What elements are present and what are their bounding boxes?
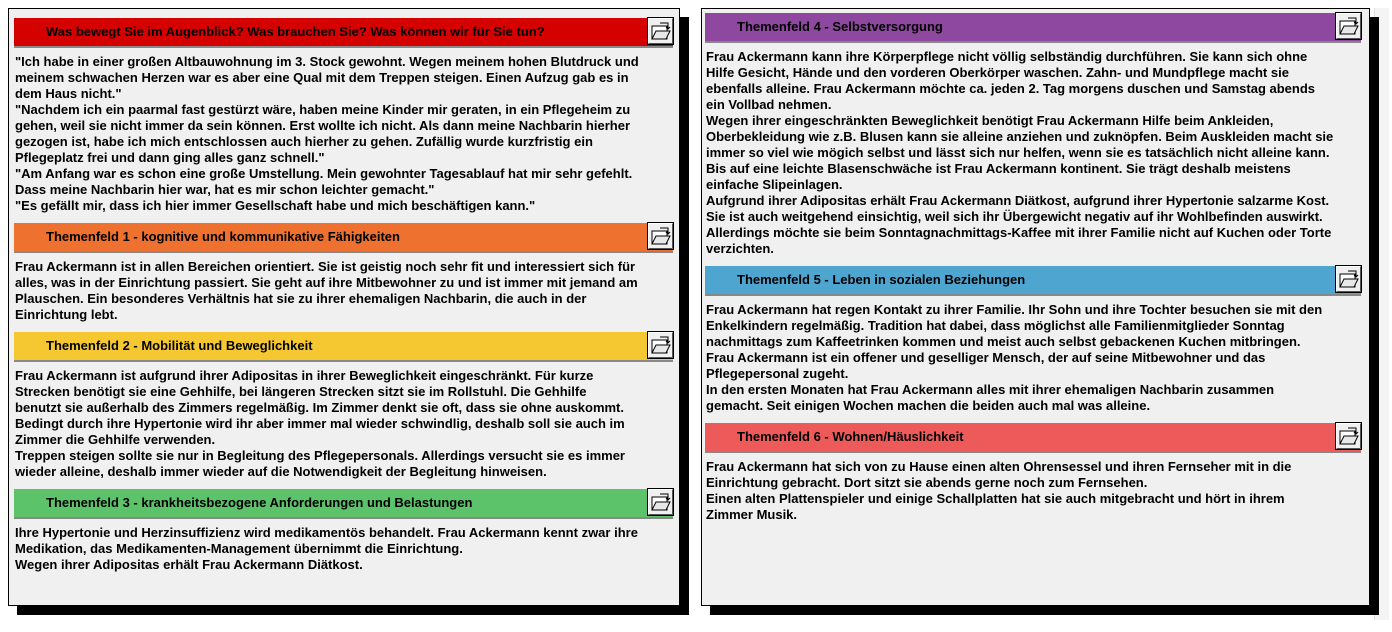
text-line: In den ersten Monaten hat Frau Ackermann alles mit ihrer ehemaligen Nachbarin zusammen <box>706 382 1275 397</box>
text-line: Plauschen. Ein besonderes Verhältnis hat sie zu ihrer ehemaligen Nachbarin, die auch in der <box>15 291 587 306</box>
open-folder-button[interactable] <box>648 223 673 249</box>
section-header-wishes <box>14 18 673 48</box>
section-header-themenfeld-3 <box>14 489 673 519</box>
text-line: Hilfe Gesicht, Hände und den vorderen Oberkörper waschen. Zahn- und Mundpflege macht sie <box>706 65 1289 80</box>
vertical-scrollbar[interactable] <box>1374 8 1389 620</box>
text-line: verzichten. <box>706 241 774 256</box>
open-folder-icon <box>651 493 671 512</box>
section-body-wishes <box>15 54 675 214</box>
section-body-themenfeld-5 <box>706 302 1366 414</box>
right-page <box>701 8 1370 606</box>
text-line: Einrichtung gebracht. Dort sitzt sie abends gerne noch zum Fernsehen. <box>706 475 1148 490</box>
section-body-themenfeld-3 <box>15 525 675 573</box>
text-line: Pflegeplatz frei und dann ging alles ganz schnell." <box>15 150 325 165</box>
text-line: "Am Anfang war es schon eine große Umstellung. Mein gewohnter Tagesablauf hat mir sehr gefehlt. <box>15 166 633 181</box>
text-line: Oberbekleidung wie z.B. Blusen kann sie alleine anziehen und zuknöpfen. Beim Auskleiden macht sie <box>706 129 1334 144</box>
section-title: Themenfeld 5 - Leben in sozialen Beziehungen <box>737 272 1026 287</box>
text-line: Bedingt durch ihre Hypertonie wird ihr aber immer mal wieder schwindlig, deshalb soll sie auch im <box>15 416 625 431</box>
section-header-themenfeld-2 <box>14 332 673 362</box>
text-line: einfache Slipeinlagen. <box>706 177 843 192</box>
open-folder-icon <box>1339 17 1359 36</box>
text-line: Enkelkindern regelmäßig. Tradition hat dabei, dass möglichst alle Familienmitglieder Sonntag <box>706 318 1285 333</box>
text-line: Treppen steigen sollte sie nur in Begleitung des Pflegepersonals. Allerdings versucht sie es immer <box>15 448 625 463</box>
text-line: Pflegepersonal zugeht. <box>706 366 849 381</box>
open-folder-icon <box>651 227 671 246</box>
open-folder-button[interactable] <box>648 18 673 44</box>
text-line: Wegen ihrer eingeschränkten Beweglichkeit benötigt Frau Ackermann Hilfe beim Ankleiden, <box>706 113 1274 128</box>
open-folder-icon <box>1339 270 1359 289</box>
section-body-themenfeld-4 <box>706 49 1366 257</box>
text-line: Ihre Hypertonie und Herzinsuffizienz wird medikamentös behandelt. Frau Ackermann kennt zwar ihre <box>15 525 638 540</box>
text-line: meinem schwachen Herzen war es aber eine Qual mit dem Treppen steigen. Einen Aufzug gab es in <box>15 70 629 85</box>
section-header-themenfeld-5 <box>705 266 1361 296</box>
text-line: ein Vollbad nehmen. <box>706 97 832 112</box>
section-body-themenfeld-6 <box>706 459 1366 523</box>
open-folder-button[interactable] <box>1336 423 1361 449</box>
text-line: gehen, weil sie nicht immer da sein können. Erst wollte ich nicht. Als dann meine Nachbarin hierher <box>15 118 630 133</box>
text-line: "Ich habe in einer großen Altbauwohnung im 3. Stock gewohnt. Wegen meinem hohen Blutdruck und <box>15 54 639 69</box>
open-folder-button[interactable] <box>1336 266 1361 292</box>
text-line: Zimmer die Gehhilfe verwenden. <box>15 432 216 447</box>
section-header-themenfeld-4 <box>705 13 1361 43</box>
text-line: "Nachdem ich ein paarmal fast gestürzt wäre, haben meine Kinder mir geraten, in ein Pflegeheim zu <box>15 102 631 117</box>
text-line: Frau Ackermann hat regen Kontakt zu ihrer Familie. Ihr Sohn und ihre Tochter besuchen sie mit den <box>706 302 1323 317</box>
open-folder-icon <box>1339 427 1359 446</box>
text-line: Dass meine Nachbarin hier war, hat es mir schon leichter gemacht." <box>15 182 435 197</box>
section-title: Themenfeld 1 - kognitive und kommunikative Fähigkeiten <box>46 229 400 244</box>
text-line: ebenfalls alleine. Frau Ackermann möchte ca. jeden 2. Tag morgens duschen und Samstag abends <box>706 81 1316 96</box>
text-line: gezogen ist, habe ich mich entschlossen auch hierher zu gehen. Zufällig wurde kurzfristig ein <box>15 134 593 149</box>
open-folder-button[interactable] <box>1336 13 1361 39</box>
text-line: benutzt sie außerhalb des Zimmers regelmäßig. Im Zimmer denkt sie oft, dass sie ohne auskommt. <box>15 400 625 415</box>
text-line: Sie ist auch weitgehend einsichtig, weil sich ihr Übergewicht negativ auf ihr Wohlbefinden auswirkt. <box>706 209 1323 224</box>
section-body-themenfeld-1 <box>15 259 675 323</box>
text-line: alles, was in der Einrichtung passiert. Sie geht auf ihre Mitbewohner zu und ist immer mit jemand am <box>15 275 638 290</box>
text-line: Frau Ackermann ist ein offener und geselliger Mensch, der auf seine Mitbewohner und das <box>706 350 1266 365</box>
text-line: immer so viel wie mögich selbst und lässt sich nur helfen, wenn sie es tatsächlich nicht alleine kann. <box>706 145 1330 160</box>
text-line: Aufgrund ihrer Adipositas erhält Frau Ackermann Diätkost, aufgrund ihrer Hypertonie salzarme Kost. <box>706 193 1330 208</box>
text-line: nachmittags zum Kaffeetrinken kommen und meist auch selbst gebackenen Kuchen mitbringen. <box>706 334 1301 349</box>
section-body-themenfeld-2 <box>15 368 675 480</box>
text-line: Frau Ackermann ist aufgrund ihrer Adipositas in ihrer Beweglichkeit eingeschränkt. Für kurze <box>15 368 594 383</box>
text-line: Einrichtung lebt. <box>15 307 118 322</box>
section-header-themenfeld-6 <box>705 423 1361 453</box>
text-line: wieder alleine, deshalb immer wieder auf die Notwendigkeit der Begleitung hinweisen. <box>15 464 547 479</box>
text-line: Frau Ackermann hat sich von zu Hause einen alten Ohrensessel und ihren Fernseher mit in die <box>706 459 1292 474</box>
section-title: Themenfeld 2 - Mobilität und Beweglichkeit <box>46 338 313 353</box>
text-line: Bis auf eine leichte Blasenschwäche ist Frau Ackermann kontinent. Sie trägt deshalb meistens <box>706 161 1291 176</box>
section-title: Themenfeld 6 - Wohnen/Häuslichkeit <box>737 429 964 444</box>
open-folder-icon <box>651 336 671 355</box>
text-line: Zimmer Musik. <box>706 507 798 522</box>
text-line: dem Haus nicht." <box>15 86 122 101</box>
text-line: Strecken benötigt sie eine Gehhilfe, bei längeren Strecken sitzt sie im Rollstuhl. Die Gehhilfe <box>15 384 587 399</box>
left-page <box>8 8 680 606</box>
page-footer-strip <box>0 620 1392 632</box>
text-line: Frau Ackermann kann ihre Körperpflege nicht völlig selbständig durchführen. Sie kann sich ohne <box>706 49 1308 64</box>
text-line: Einen alten Plattenspieler und einige Schallplatten hat sie auch mitgebracht und hört in ihrem <box>706 491 1285 506</box>
open-folder-button[interactable] <box>648 489 673 515</box>
text-line: gemacht. Seit einigen Wochen machen die beiden auch mal was alleine. <box>706 398 1151 413</box>
section-title: Was bewegt Sie im Augenblick? Was brauchen Sie? Was können wir für Sie tun? <box>46 24 545 39</box>
open-folder-button[interactable] <box>648 332 673 358</box>
text-line: "Es gefällt mir, dass ich hier immer Gesellschaft habe und mich beschäftigen kann." <box>15 198 536 213</box>
section-title: Themenfeld 4 - Selbstversorgung <box>737 19 943 34</box>
text-line: Medikation, das Medikamenten-Management übernimmt die Einrichtung. <box>15 541 463 556</box>
section-title: Themenfeld 3 - krankheitsbezogene Anforderungen und Belastungen <box>46 495 473 510</box>
section-header-themenfeld-1 <box>14 223 673 253</box>
text-line: Frau Ackermann ist in allen Bereichen orientiert. Sie ist geistig noch sehr fit und interessiert sich für <box>15 259 636 274</box>
text-line: Allerdings möchte sie beim Sonntagnachmittags-Kaffee mit ihrer Familie nicht auf Kuchen oder Torte <box>706 225 1332 240</box>
open-folder-icon <box>651 22 671 41</box>
text-line: Wegen ihrer Adipositas erhält Frau Ackermann Diätkost. <box>15 557 363 572</box>
